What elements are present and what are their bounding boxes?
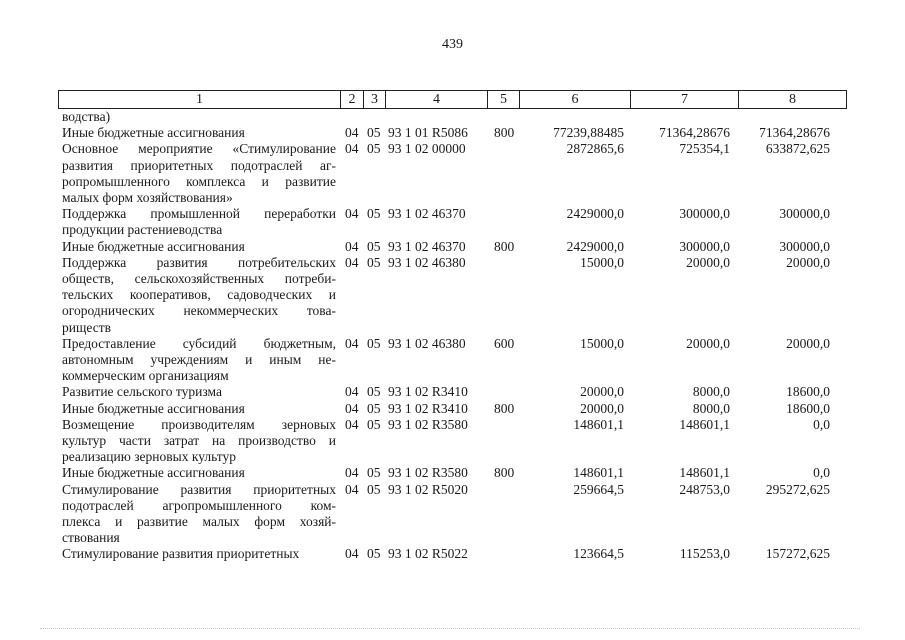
row-section: 04 [345, 384, 359, 400]
column-header-1: 1 [59, 91, 341, 108]
row-amount-col7: 8000,0 [692, 400, 730, 416]
table-row [62, 417, 852, 466]
row-name-line: плекса и развитие малых форм хозяй- [62, 514, 336, 530]
row-subsection: 05 [367, 125, 381, 141]
table-column-header-row [58, 90, 847, 109]
row-amount-col7: 20000,0 [686, 254, 730, 270]
row-amount-col7: 300000,0 [679, 206, 730, 222]
table-row [62, 384, 852, 400]
row-target-article: 93 1 01 R5086 [388, 125, 468, 141]
row-amount-col8: 633872,625 [765, 141, 830, 157]
table-row [62, 206, 852, 238]
row-amount-col8: 18600,0 [786, 400, 830, 416]
column-header-6: 6 [520, 91, 631, 108]
row-amount-col6: 20000,0 [580, 400, 624, 416]
row-target-article: 93 1 02 R3580 [388, 416, 468, 432]
row-amount-col6: 77239,88485 [553, 125, 624, 141]
budget-table-body [62, 109, 852, 563]
row-name-line: Иные бюджетные ассигнования [62, 465, 245, 481]
row-amount-col8: 18600,0 [786, 384, 830, 400]
row-amount-col8: 20000,0 [786, 254, 830, 270]
column-header-8: 8 [789, 92, 796, 107]
row-name-line: малых форм хозяйствования» [62, 190, 233, 206]
row-name [62, 401, 336, 417]
column-header-4: 4 [386, 91, 488, 108]
row-target-article: 93 1 02 R3580 [388, 465, 468, 481]
row-name-line: коммерческим организациям [62, 368, 229, 384]
row-subsection: 05 [367, 206, 381, 222]
row-subsection: 05 [367, 254, 381, 270]
row-name-line: развития приоритетных подотраслей аг- [62, 157, 336, 173]
row-name-line: культур части затрат на производство и [62, 433, 336, 449]
row-name-line: Стимулирование развития приоритетных [62, 481, 336, 497]
page-number: 439 [442, 37, 463, 52]
row-subsection: 05 [367, 400, 381, 416]
row-subsection: 05 [367, 141, 381, 157]
table-row [62, 482, 852, 547]
row-section: 04 [345, 465, 359, 481]
row-name-line: риществ [62, 319, 111, 335]
row-section: 04 [345, 238, 359, 254]
row-name-line: тельских кооперативов, садоводческих и [62, 287, 336, 303]
row-amount-col8: 71364,28676 [759, 125, 830, 141]
column-header-5: 5 [488, 91, 520, 108]
row-amount-col8: 300000,0 [779, 238, 830, 254]
row-amount-col8: 157272,625 [765, 546, 830, 562]
row-amount-col6: 123664,5 [573, 546, 624, 562]
row-name-line: Иные бюджетные ассигнования [62, 125, 245, 141]
row-name-line: Развитие сельского туризма [62, 384, 222, 400]
row-section: 04 [345, 546, 359, 562]
row-name-line: обществ, сельскохозяйственных потреби- [62, 271, 336, 287]
row-target-article: 93 1 02 46380 [388, 335, 466, 351]
row-section: 04 [345, 206, 359, 222]
row-name-line: автономным учреждениям и иным не- [62, 352, 336, 368]
row-amount-col6: 20000,0 [580, 384, 624, 400]
scan-edge-noise [40, 628, 860, 630]
row-expense-type: 800 [494, 400, 515, 416]
row-amount-col8: 0,0 [813, 465, 830, 481]
row-expense-type: 600 [494, 335, 515, 351]
row-name-line: Поддержка развития потребительских [62, 254, 336, 270]
row-name [62, 141, 336, 206]
row-name-line: Основное мероприятие «Стимулирование [62, 141, 336, 157]
table-row [62, 255, 852, 336]
row-name [62, 255, 336, 336]
row-amount-col8: 0,0 [813, 416, 830, 432]
row-name-line: Поддержка промышленной переработки [62, 206, 336, 222]
row-subsection: 05 [367, 481, 381, 497]
row-subsection: 05 [367, 384, 381, 400]
row-name-line: огороднических некоммерческих това- [62, 303, 336, 319]
row-name [62, 465, 336, 481]
row-name-line: Иные бюджетные ассигнования [62, 400, 245, 416]
row-target-article: 93 1 02 00000 [388, 141, 466, 157]
row-name [62, 239, 336, 255]
row-name-line: Возмещение производителям зерновых [62, 416, 336, 432]
row-target-article: 93 1 02 46380 [388, 254, 466, 270]
row-section: 04 [345, 125, 359, 141]
row-section: 04 [345, 400, 359, 416]
row-name-line: реализацию зерновых культур [62, 449, 236, 465]
row-name-line: подотраслей агропромышленного ком- [62, 497, 336, 513]
row-amount-col8: 20000,0 [786, 335, 830, 351]
row-amount-col6: 148601,1 [573, 465, 624, 481]
table-row [62, 465, 852, 481]
row-amount-col7: 71364,28676 [659, 125, 730, 141]
row-name [62, 482, 336, 547]
row-target-article: 93 1 02 46370 [388, 206, 466, 222]
row-amount-col6: 2429000,0 [566, 238, 624, 254]
row-amount-col6: 15000,0 [580, 254, 624, 270]
row-name [62, 384, 336, 400]
row-section: 04 [345, 416, 359, 432]
row-section: 04 [345, 481, 359, 497]
row-expense-type: 800 [494, 238, 515, 254]
row-amount-col7: 115253,0 [679, 546, 730, 562]
row-target-article: 93 1 02 46370 [388, 238, 466, 254]
row-amount-col8: 295272,625 [765, 481, 830, 497]
row-amount-col7: 248753,0 [679, 481, 730, 497]
row-amount-col7: 148601,1 [679, 416, 730, 432]
row-subsection: 05 [367, 238, 381, 254]
column-header-7: 7 [631, 91, 739, 108]
row-target-article: 93 1 02 R3410 [388, 384, 468, 400]
table-row [62, 336, 852, 385]
table-row [62, 239, 852, 255]
row-amount-col7: 8000,0 [692, 384, 730, 400]
row-name-line: водства) [62, 109, 111, 124]
table-row [62, 109, 852, 125]
column-header-3: 3 [364, 91, 386, 108]
row-amount-col7: 20000,0 [686, 335, 730, 351]
row-subsection: 05 [367, 416, 381, 432]
row-name [62, 336, 336, 385]
row-expense-type: 800 [494, 125, 515, 141]
row-target-article: 93 1 02 R5022 [388, 546, 468, 562]
row-name-line: Иные бюджетные ассигнования [62, 238, 245, 254]
row-name [62, 546, 336, 562]
table-row [62, 141, 852, 206]
row-subsection: 05 [367, 335, 381, 351]
row-amount-col7: 300000,0 [679, 238, 730, 254]
row-amount-col7: 148601,1 [679, 465, 730, 481]
row-name [62, 125, 336, 141]
column-header-2: 2 [341, 91, 364, 108]
table-row [62, 546, 852, 562]
row-name-line: ствования [62, 530, 120, 546]
row-name [62, 109, 336, 125]
row-expense-type: 800 [494, 465, 515, 481]
row-target-article: 93 1 02 R3410 [388, 400, 468, 416]
row-section: 04 [345, 254, 359, 270]
row-subsection: 05 [367, 465, 381, 481]
row-name [62, 417, 336, 466]
table-row [62, 401, 852, 417]
row-section: 04 [345, 141, 359, 157]
row-amount-col7: 725354,1 [679, 141, 730, 157]
row-amount-col6: 2429000,0 [566, 206, 624, 222]
row-amount-col8: 300000,0 [779, 206, 830, 222]
row-amount-col6: 259664,5 [573, 481, 624, 497]
table-row [62, 125, 852, 141]
row-target-article: 93 1 02 R5020 [388, 481, 468, 497]
row-section: 04 [345, 335, 359, 351]
row-name [62, 206, 336, 238]
row-name-line: продукции растениеводства [62, 222, 223, 238]
row-amount-col6: 15000,0 [580, 335, 624, 351]
row-name-line: Стимулирование развития приоритетных [62, 546, 300, 562]
row-amount-col6: 148601,1 [573, 416, 624, 432]
row-subsection: 05 [367, 546, 381, 562]
row-name-line: ропромышленного комплекса и развитие [62, 173, 336, 189]
row-name-line: Предоставление субсидий бюджетным, [62, 335, 336, 351]
row-amount-col6: 2872865,6 [566, 141, 624, 157]
